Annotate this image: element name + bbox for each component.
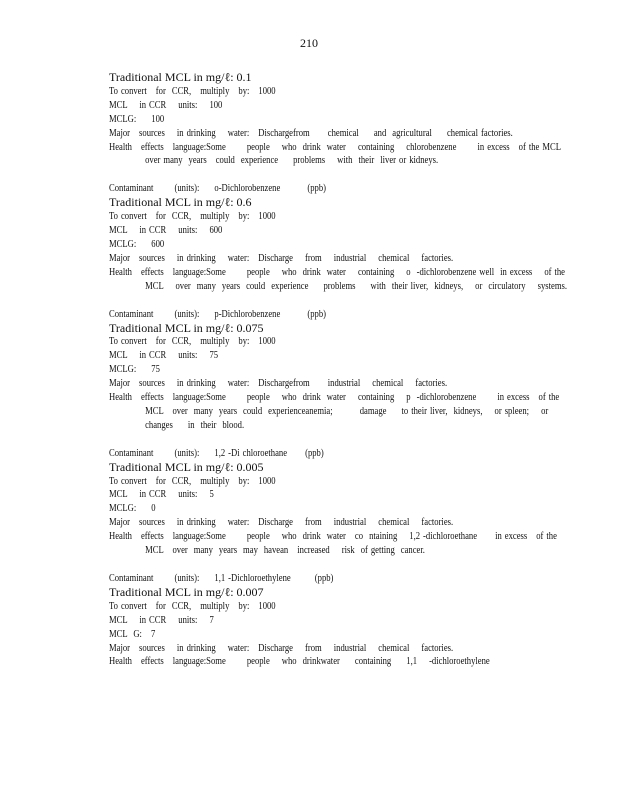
mcl-ccr: MCL in CCR units: 75 [109,350,219,362]
convert-factor: To convert for CCR, multiply by: 1000 [109,600,276,612]
traditional-mcl: Traditional MCL in mg/ℓ: 0.007 [109,584,264,599]
traditional-mcl: Traditional MCL in mg/ℓ: 0.1 [109,70,252,84]
content [109,70,570,683]
entry-chlorobenzene [109,70,570,168]
traditional-mcl: Traditional MCL in mg/ℓ: 0.005 [109,459,264,474]
convert-factor: To convert for CCR, multiply by: 1000 [109,211,276,223]
mclg: MCLG: 75 [109,364,160,376]
mclg: MCLG: 100 [109,113,165,125]
page-number: 210 [300,36,318,50]
contaminant: Contaminant (units): 1,1 -Dichloroethylene (ppb) [109,573,334,584]
mcl-ccr: MCL in CCR units: 7 [109,614,214,626]
mclg: MCL G: 7 [109,628,156,640]
entry-1-1-dichloroethylene [109,572,549,669]
health-effects: Health effects language:Some people who drinkwater containing 1,1 -dichloroethylene [109,656,490,668]
mcl-ccr: MCL in CCR units: 100 [109,99,223,111]
mclg: MCLG: 0 [109,503,156,515]
health-effects: Health effects language:Some people who drink water co ntaining 1,2 -dichloroethane in excess of the MCL over many years may havean increased risk of getting cancer. [109,531,560,557]
health-effects: Health effects language:Some people who drink water containing chlorobenzene in excess of the MCL over many years could experience problems with their liver or kidneys. [109,141,570,167]
contaminant: Contaminant (units): p-Dichlorobenzene (ppb) [109,308,327,320]
entry-p-dichlorobenzene [109,308,563,433]
convert-factor: To convert for CCR, multiply by: 1000 [109,475,276,487]
contaminant: Contaminant (units): 1,2 -Di chloroethane (ppb) [109,447,324,459]
traditional-mcl: Traditional MCL in mg/ℓ: 0.075 [109,320,264,335]
entry-o-dichlorobenzene [109,182,569,293]
convert-factor: To convert for CCR, multiply by: 1000 [109,336,276,348]
mclg: MCLG: 600 [109,238,165,250]
entry-1-2-dichloroethane [109,447,560,558]
health-effects: Health effects language:Some people who drink water containing o -dichlorobenzene well in excess of the MCL over many years could experience problems with their liver, kidneys, or circulatory systems. [109,266,569,292]
major-sources: Major sources in drinking water: Dischargefrom industrial chemical factories. [109,378,448,390]
contaminant: Contaminant (units): o-Dichlorobenzene (ppb) [109,183,327,195]
health-effects: Health effects language:Some people who drink water containing p -dichlorobenzene in excess of the MCL over many years could experienceanemia; damage to their liver, kidneys, or spleen; or changes in their blood. [109,392,563,431]
mcl-ccr: MCL in CCR units: 5 [109,489,214,501]
major-sources: Major sources in drinking water: Discharge from industrial chemical factories. [109,517,454,529]
mcl-ccr: MCL in CCR units: 600 [109,225,223,237]
major-sources: Major sources in drinking water: Dischargefrom chemical and agricultural chemical factories. [109,127,513,139]
major-sources: Major sources in drinking water: Discharge from industrial chemical factories. [109,642,454,654]
convert-factor: To convert for CCR, multiply by: 1000 [109,85,276,97]
traditional-mcl: Traditional MCL in mg/ℓ: 0.6 [109,195,252,210]
major-sources: Major sources in drinking water: Discharge from industrial chemical factories. [109,252,454,264]
